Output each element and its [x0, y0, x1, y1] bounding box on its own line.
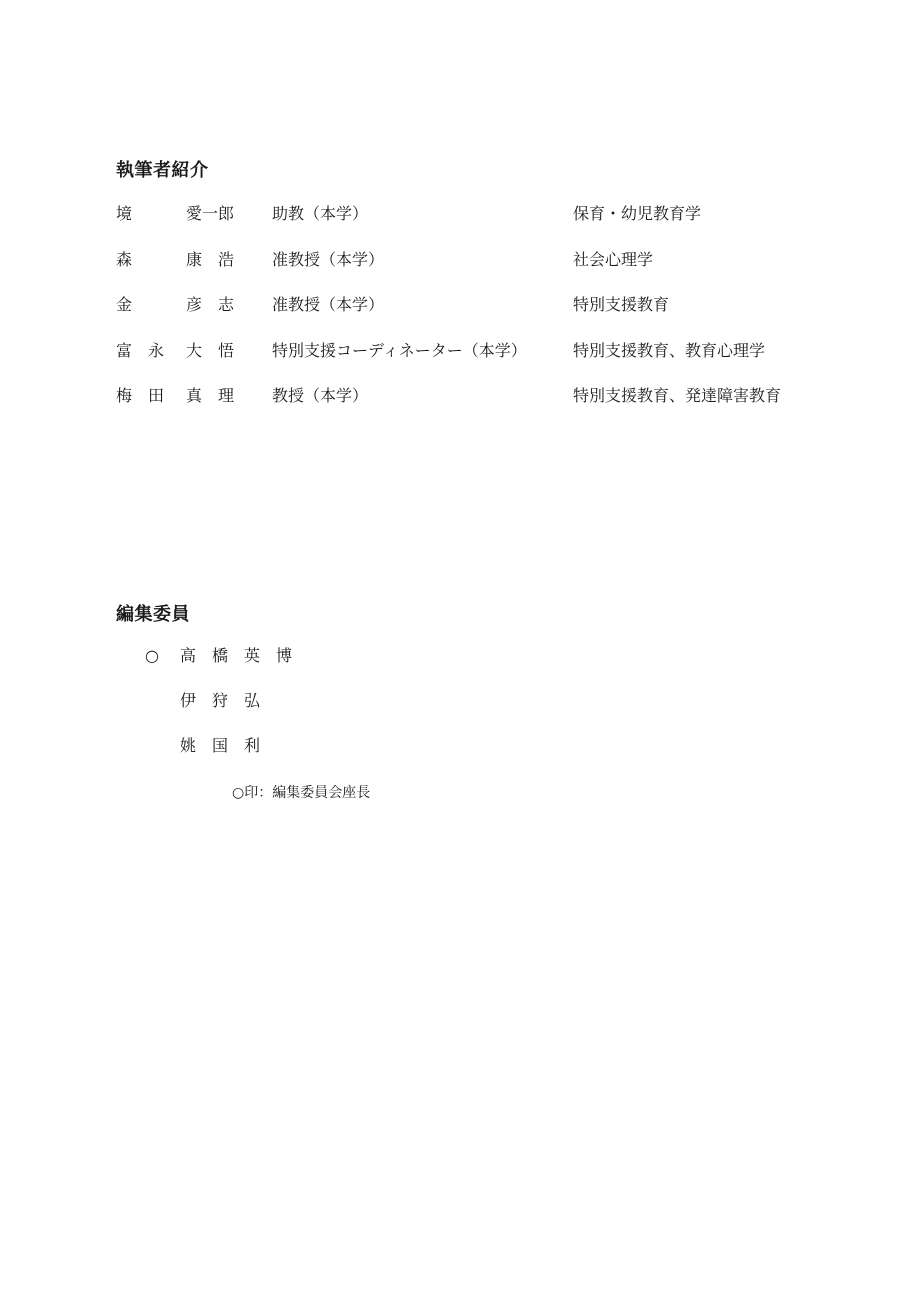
author-row	[116, 201, 836, 247]
author-row	[116, 292, 836, 338]
author-surname: 境	[116, 204, 133, 223]
author-surname: 富 永	[116, 340, 165, 360]
author-field: 特別支援教育、発達障害教育	[573, 386, 782, 405]
author-position: 准教授（本学）	[272, 295, 385, 314]
chair-note: ○印：編集委員会座長	[232, 785, 371, 801]
author-given-name: 康 浩	[186, 249, 235, 269]
editor-name: 高 橋 英 博	[180, 646, 293, 665]
editor-name: 姚 国 利	[180, 736, 261, 755]
author-given-name: 彦 志	[186, 295, 235, 314]
editors-heading: 編集委員	[116, 604, 190, 625]
editor-name: 伊 狩 弘	[180, 691, 261, 710]
author-position: 助教（本学）	[272, 204, 369, 223]
author-row	[116, 338, 836, 384]
author-position: 特別支援コーディネーター（本学）	[272, 340, 527, 360]
author-row	[116, 247, 836, 293]
author-given-name: 大 悟	[186, 340, 235, 360]
editor-list	[145, 643, 445, 778]
author-field: 社会心理学	[573, 249, 654, 269]
author-surname: 梅 田	[116, 386, 165, 405]
author-given-name: 真 理	[186, 386, 235, 405]
author-surname: 金	[116, 295, 133, 314]
author-list	[116, 201, 836, 429]
author-position: 准教授（本学）	[272, 249, 385, 269]
author-surname: 森	[116, 249, 133, 269]
author-given-name: 愛一郎	[186, 204, 235, 223]
author-field: 特別支援教育	[573, 295, 670, 314]
editor-row	[145, 688, 445, 733]
chair-mark: ○	[145, 646, 159, 665]
author-row	[116, 383, 836, 429]
author-field: 特別支援教育、教育心理学	[573, 340, 766, 360]
author-field: 保育・幼児教育学	[573, 204, 702, 223]
author-position: 教授（本学）	[272, 386, 369, 405]
authors-heading: 執筆者紹介	[116, 160, 209, 181]
editor-row	[145, 643, 445, 688]
editor-row	[145, 733, 445, 778]
